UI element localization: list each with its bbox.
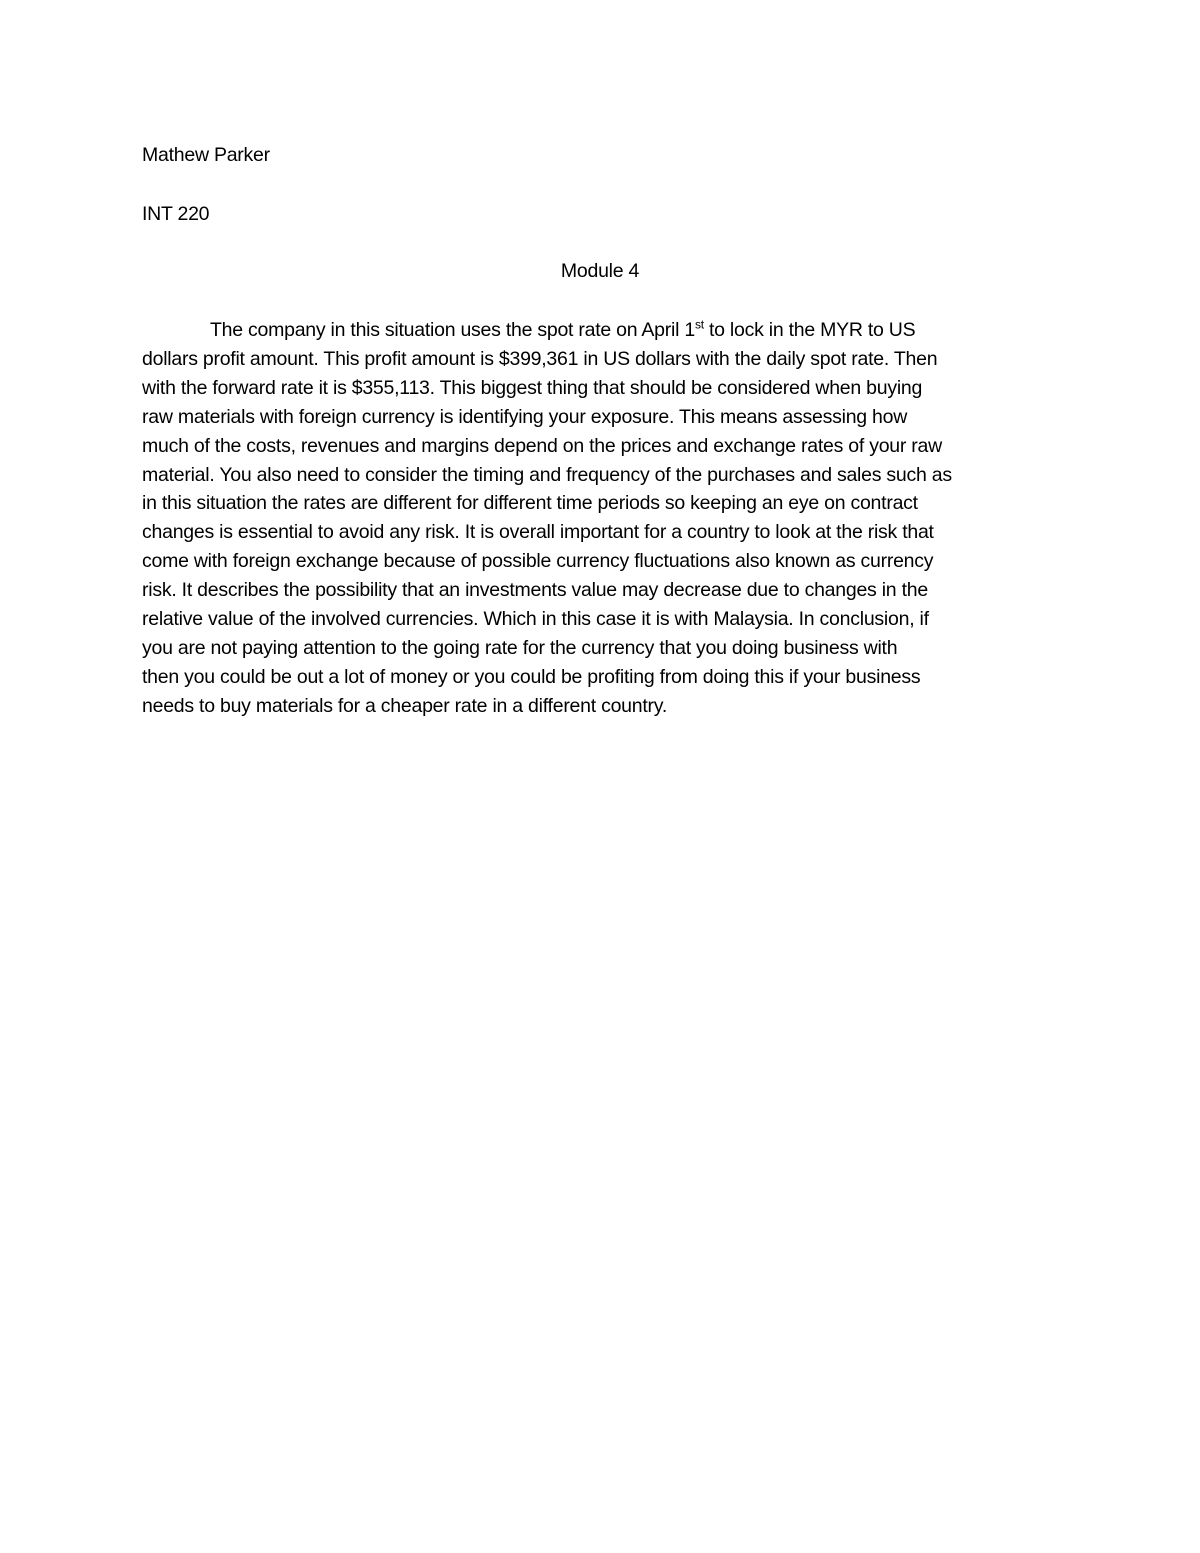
document-title: Module 4 xyxy=(560,260,640,282)
paragraph-text: to lock in the MYR to US xyxy=(703,319,916,341)
body-paragraph xyxy=(142,316,1062,721)
course-code: INT 220 xyxy=(142,203,210,225)
paragraph-line: much of the costs, revenues and margins depend on the prices and exchange rates of your raw xyxy=(142,434,942,457)
ordinal-suffix: st xyxy=(694,317,704,332)
paragraph-line: raw materials with foreign currency is identifying your exposure. This means assessing how xyxy=(142,405,908,428)
paragraph-line: changes is essential to avoid any risk. It is overall important for a country to look at the risk that xyxy=(142,521,934,544)
paragraph-line: risk. It describes the possibility that an investments value may decrease due to changes in the xyxy=(142,579,928,602)
paragraph-line: with the forward rate it is $355,113. This biggest thing that should be considered when buying xyxy=(142,376,923,399)
paragraph-line: material. You also need to consider the timing and frequency of the purchases and sales such as xyxy=(142,463,952,486)
paragraph-line: dollars profit amount. This profit amount is $399,361 in US dollars with the daily spot rate. Then xyxy=(142,347,938,370)
paragraph-line: you are not paying attention to the going rate for the currency that you doing business with xyxy=(142,636,898,659)
paragraph-line xyxy=(142,316,1062,345)
author-name: Mathew Parker xyxy=(142,144,270,166)
paragraph-line: relative value of the involved currencies. Which in this case it is with Malaysia. In conclusion, if xyxy=(142,608,929,631)
paragraph-text: The company in this situation uses the spot rate on April 1 xyxy=(210,319,695,341)
paragraph-line: needs to buy materials for a cheaper rate in a different country. xyxy=(142,694,667,717)
paragraph-line: then you could be out a lot of money or you could be profiting from doing this if your business xyxy=(142,665,921,688)
paragraph-line: come with foreign exchange because of possible currency fluctuations also known as currency xyxy=(142,550,934,573)
paragraph-line: in this situation the rates are different for different time periods so keeping an eye on contract xyxy=(142,492,918,515)
